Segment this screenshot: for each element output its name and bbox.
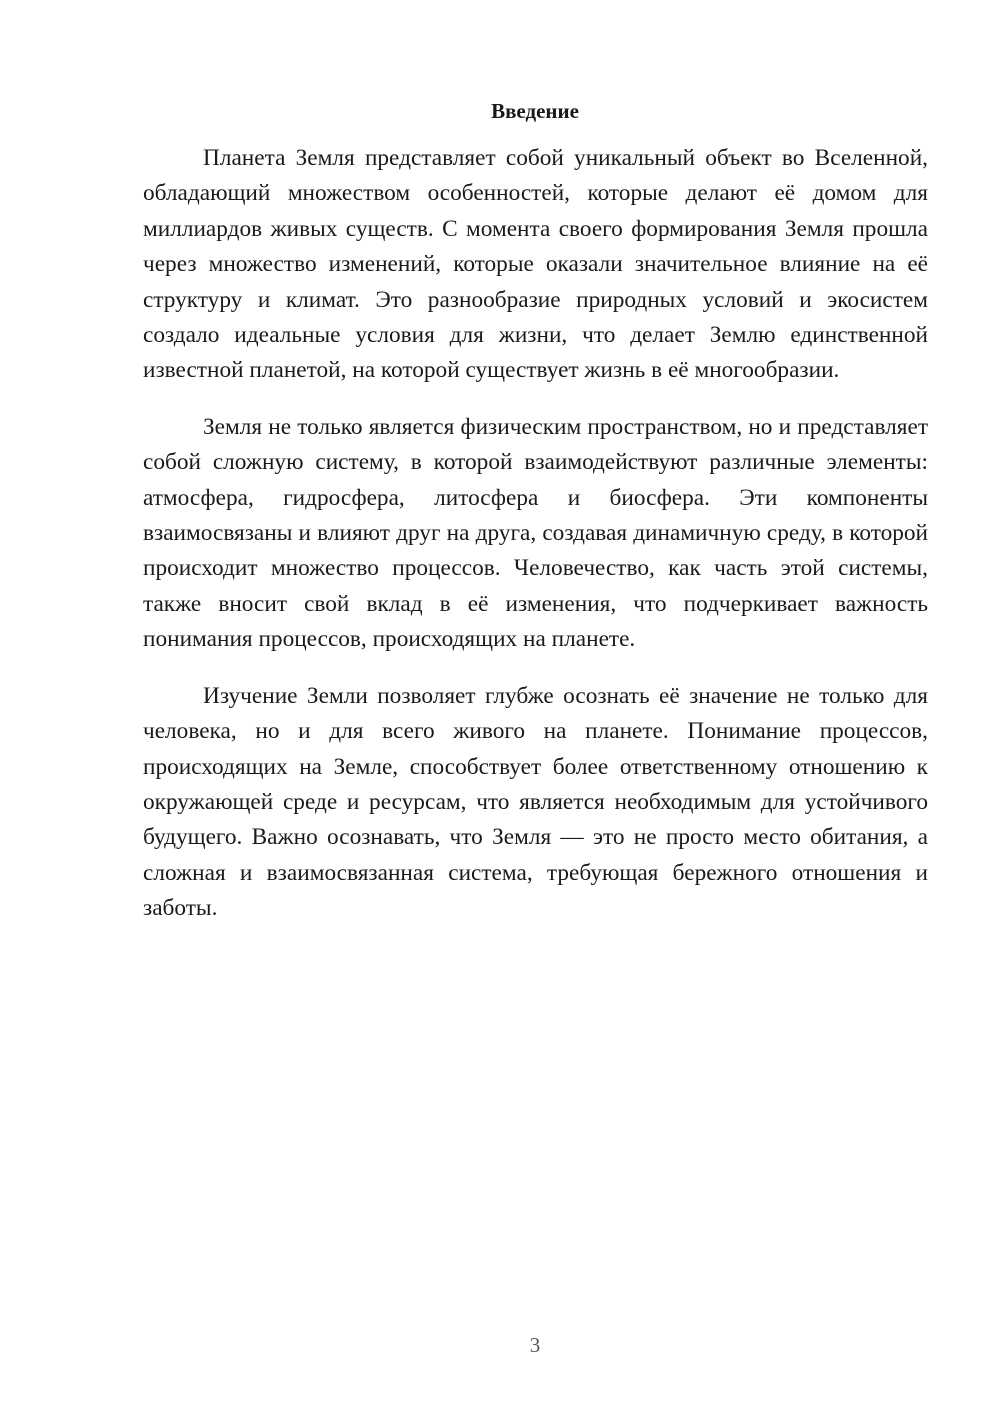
document-body (143, 141, 928, 948)
paragraph: Земля не только является физическим пространством, но и представляет собой сложную систему, в которой взаимодействуют различные элементы: атмосфера, гидросфера, литосфера и биосфера. Эти компоненты взаимосвязаны и влияют друг на друга, создавая динамичную среду, в которой происходит множество процессов. Человечество, как часть этой системы, также вносит свой вклад в её изменения, что подчеркивает важность понимания процессов, происходящих на планете. (143, 413, 928, 653)
page-number: 3 (529, 1333, 541, 1357)
paragraph: Планета Земля представляет собой уникальный объект во Вселенной, обладающий множеством особенностей, которые делают её домом для миллиардов живых существ. С момента своего формирования Земля прошла через множество изменений, которые оказали значительное влияние на её структуру и климат. Это разнообразие природных условий и экосистем создало идеальные условия для жизни, что делает Землю единственной известной планетой, на которой существует жизнь в её многообразии. (143, 145, 928, 384)
page-title: Введение (491, 99, 579, 123)
paragraph: Изучение Земли позволяет глубже осознать её значение не только для человека, но и для всего живого на планете. Понимание процессов, происходящих на Земле, способствует более ответственному отношению к окружающей среде и ресурсам, что является необходимым для устойчивого будущего. Важно осознавать, что Земля — это не просто место обитания, а сложная и взаимосвязанная система, требующая бережного отношения и заботы. (143, 682, 928, 922)
